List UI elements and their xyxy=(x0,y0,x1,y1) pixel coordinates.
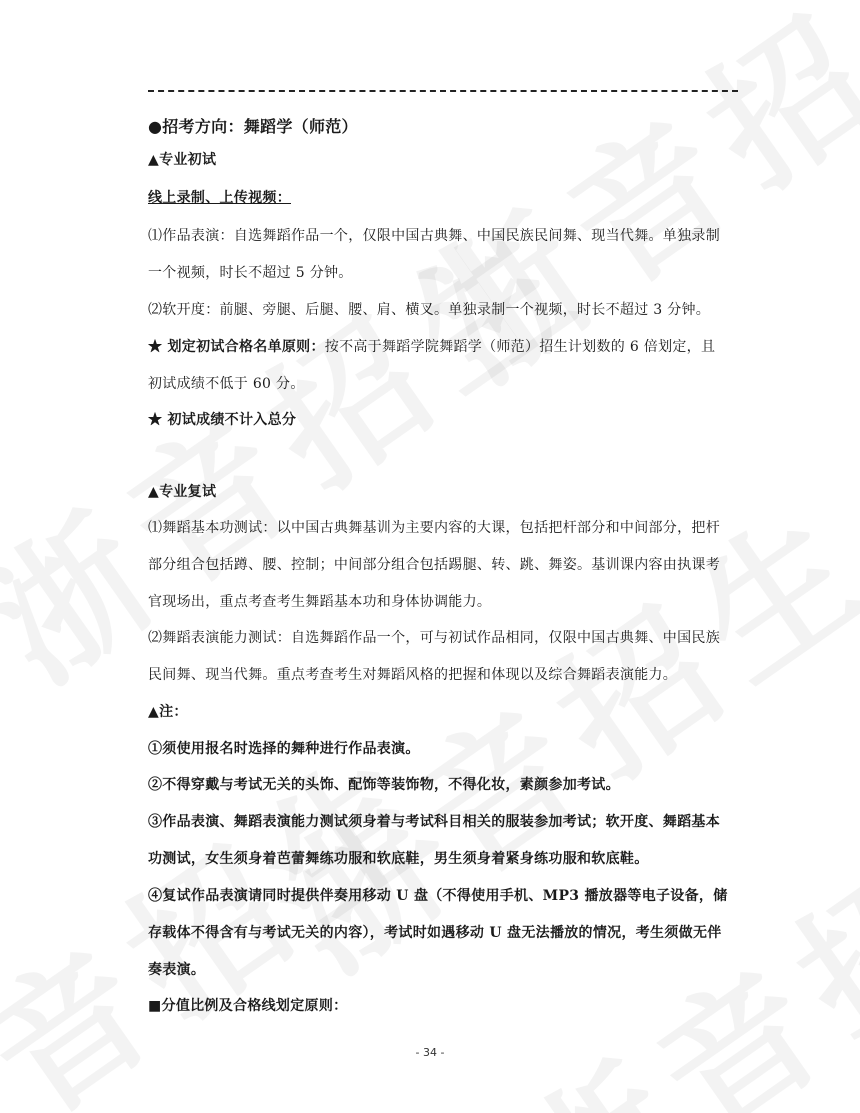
initial-item-performance: ⑴作品表演：自选舞蹈作品一个，仅限中国古典舞、中国民族民间舞、现当代舞。单独录制一个视频，时长不超过 5 分钟。 xyxy=(148,228,720,281)
page-number: - 34 - xyxy=(415,1046,445,1059)
initial-item-flexibility: ⑵软开度：前腿、旁腿、后腿、腰、肩、横叉。单独录制一个视频，时长不超过 3 分钟。 xyxy=(148,302,711,318)
score-not-counted-note: ★ 初试成绩不计入总分 xyxy=(148,412,297,428)
header-dashed-rule xyxy=(148,90,738,92)
section-title: ●招考方向：舞蹈学（师范） xyxy=(148,117,358,136)
note-item-3: ③作品表演、舞蹈表演能力测试须身着与考试科目相关的服装参加考试；软开度、舞蹈基本功测试，女生须身着芭蕾舞练功服和软底鞋，男生须身着紧身练功服和软底鞋。 xyxy=(148,814,720,867)
principle-text: 按不高于舞蹈学院舞蹈学（师范）招生计划数的 6 倍划定，且初试成绩不低于 60 分。 xyxy=(148,339,716,392)
score-ratio-heading: ■分值比例及合格线划定原则： xyxy=(148,998,348,1014)
online-upload-label: 线上录制、上传视频： xyxy=(148,190,291,206)
retest-item-performance: ⑵舞蹈表演能力测试：自选舞蹈作品一个，可与初试作品相同，仅限中国古典舞、中国民族民间舞、现当代舞。重点考查考生对舞蹈风格的把握和体现以及综合舞蹈表演能力。 xyxy=(148,630,720,683)
note-item-1: ①须使用报名时选择的舞种进行作品表演。 xyxy=(148,741,420,757)
initial-test-heading: ▲专业初试 xyxy=(148,152,217,168)
retest-item-basic-skills: ⑴舞蹈基本功测试：以中国古典舞基训为主要内容的大课，包括把杆部分和中间部分，把杆部分组合包括蹲、腰、控制；中间部分组合包括踢腿、转、跳、舞姿。基训课内容由执课考官现场出，重点考查考生舞蹈基本功和身体协调能力。 xyxy=(148,520,720,610)
note-item-2: ②不得穿戴与考试无关的头饰、配饰等装饰物，不得化妆，素颜参加考试。 xyxy=(148,777,620,793)
qualification-principle xyxy=(148,329,728,403)
retest-heading: ▲专业复试 xyxy=(148,484,217,500)
notes-heading: ▲注： xyxy=(148,704,188,720)
principle-label: ★ 划定初试合格名单原则： xyxy=(148,339,325,355)
note-item-4: ④复试作品表演请同时提供伴奏用移动 U 盘（不得使用手机、MP3 播放器等电子设备，储存载体不得含有与考试无关的内容），考试时如遇移动 U 盘无法播放的情况，考生须做无伴奏表演。 xyxy=(148,888,728,978)
